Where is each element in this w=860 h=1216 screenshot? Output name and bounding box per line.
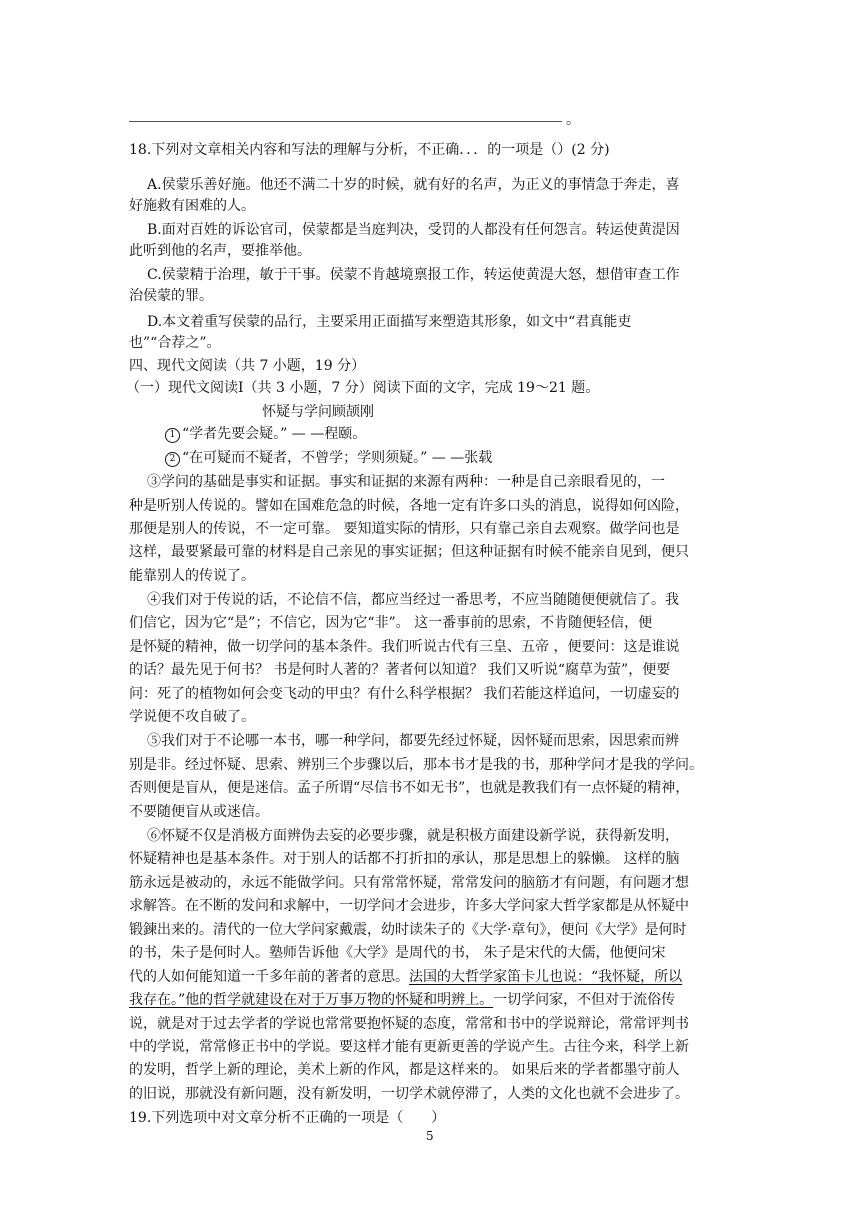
paragraph-3-line-1: ③学问的基础是事实和证据。事实和证据的来源有两种：一种是自己亲眼看见的，一 bbox=[147, 474, 665, 490]
paragraph-6-line-8 bbox=[129, 990, 675, 1010]
option-b-line-2: 此听到他的名声，要推举他。 bbox=[129, 243, 311, 259]
paragraph-6-line-10: 中的学说，常常修正书中的学说。要这样才能有更新更善的学说产生。古往今来，科学上新 bbox=[129, 1039, 689, 1055]
paragraph-6-line-3: 筋永远是被动的，永远不能做学问。只有常常怀疑，常常发问的脑筋才有问题，有问题才想 bbox=[129, 875, 689, 891]
option-a-line-2: 好施救有困难的人。 bbox=[129, 198, 255, 214]
paragraph-6-line-9: 说，就是对于过去学者的学说也常常要抱怀疑的态度，常常和书中的学说辩论，常常评判书 bbox=[129, 1016, 689, 1032]
paragraph-1-text: “学者先要会疑。” — —程颐。 bbox=[182, 426, 367, 442]
paragraph-5-line-3: 否则便是盲从，便是迷信。孟子所谓“尽信书不如无书”，也就是教我们有一点怀疑的精神， bbox=[129, 780, 690, 796]
answer-end-period: 。 bbox=[566, 112, 580, 128]
paragraph-6-line-11: 的发明，哲学上新的理论，美术上新的作风，都是这样来的。 如果后来的学者都墨守前人 bbox=[129, 1062, 680, 1078]
descartes-quote-underlined-1: 法国的大哲学家笛卡儿也说：“我怀疑，所以 bbox=[409, 969, 683, 985]
paragraph-2-text: “在可疑而不疑者，不曾学；学则须疑。” — —张载 bbox=[182, 450, 493, 466]
paragraph-4-line-6: 学说便不攻自破了。 bbox=[129, 709, 255, 725]
option-c-line-1: C.侯蒙精于治理，敏于干事。侯蒙不肯越境禀报工作，转运使黄湜大怒，想借审查工作 bbox=[147, 267, 680, 283]
paragraph-6-line-1: ⑥怀疑不仅是消极方面辨伪去妄的必要步骤，就是积极方面建设新学说，获得新发明， bbox=[147, 828, 679, 844]
paragraph-2-number: 2 bbox=[165, 452, 180, 467]
paragraph-6-line-12: 的旧说，那就没有新问题，没有新发明，一切学术就停滞了，人类的文化也就不会进步了。 bbox=[129, 1086, 689, 1102]
option-d-line-2: 也”“合荐之”。 bbox=[129, 335, 221, 351]
paragraph-6-line-5: 锻鍊出来的。清代的一位大学问家戴震，幼时读朱子的《大学·章句》，便问《大学》是何时 bbox=[129, 922, 687, 938]
paragraph-3-line-4: 这样，最要紧最可靠的材料是自己亲见的事实证据；但这种证据有时候不能亲自见到，便只 bbox=[129, 544, 689, 560]
paragraph-4-line-1: ④我们对于传说的话，不论信不信，都应当经过一番思考，不应当随随便便就信了。我 bbox=[147, 592, 679, 608]
paragraph-5-line-4: 不要随便盲从或迷信。 bbox=[129, 804, 269, 820]
paragraph-6-line-7-plain: 代的人如何能知道一千多年前的著者的意思。 bbox=[129, 969, 409, 985]
page-number: 5 bbox=[426, 1129, 434, 1143]
descartes-quote-underlined-2: 我存在。”他的哲学就建设在对于万事万物的怀疑和明辨上。 bbox=[129, 992, 494, 1008]
article-title: 怀疑与学问顾颉刚 bbox=[262, 404, 374, 420]
question-19-stem: 19.下列选项中对文章分析不正确的一项是（ ） bbox=[129, 1110, 446, 1126]
paragraph-5-line-2: 别是非。经过怀疑、思索、辨别三个步骤以后，那本书才是我的书，那种学问才是我的学问。 bbox=[129, 757, 703, 773]
paragraph-3-line-5: 能靠别人的传说了。 bbox=[129, 568, 255, 584]
option-a-line-1: A.侯蒙乐善好施。他还不满二十岁的时候，就有好的名声，为正义的事情急于奔走，喜 bbox=[147, 177, 680, 193]
subsection-1-heading: （一）现代文阅读Ⅰ（共 3 小题，7 分）阅读下面的文字，完成 19～21 题。 bbox=[126, 380, 600, 396]
paragraph-6-line-2: 怀疑精神也是基本条件。对于别人的话都不打折扣的承认，那是思想上的躲懒。 这样的脑 bbox=[129, 851, 680, 867]
section-4-heading: 四、现代文阅读（共 7 小题，19 分） bbox=[129, 358, 366, 374]
paragraph-6-line-4: 求解答。在不断的发问和求解中，一切学问才会进步，许多大学问家大哲学家都是从怀疑中 bbox=[129, 898, 689, 914]
paragraph-1-number: 1 bbox=[165, 428, 180, 443]
paragraph-4-line-4: 的话？最先见于何书？ 书是何时人著的？著者何以知道？ 我们又听说“腐草为萤”，便要 bbox=[129, 662, 671, 678]
paragraph-6-line-8-plain: 一切学问家，不但对于流俗传 bbox=[493, 992, 676, 1008]
paragraph-2 bbox=[165, 448, 492, 468]
paragraph-4-line-2: 们信它，因为它“是”；不信它，因为它“非”。 这一番事前的思索，不肯随便轻信，便 bbox=[129, 615, 653, 631]
answer-blank-line bbox=[129, 121, 562, 122]
paragraph-4-line-5: 问：死了的植物如何会变飞动的甲虫？有什么科学根据？ 我们若能这样追问，一切虚妄的 bbox=[129, 686, 680, 702]
paragraph-3-line-2: 种是听别人传说的。譬如在国难危急的时候，各地一定有许多口头的消息，说得如何凶险， bbox=[129, 498, 689, 514]
paragraph-6-line-6: 的书，朱子是何时人。塾师告诉他《大学》是周代的书， 朱子是宋代的大儒，他便问宋 bbox=[129, 945, 666, 961]
option-d-line-1: D.本文着重写侯蒙的品行，主要采用正面描写来塑造其形象，如文中“君真能吏 bbox=[147, 314, 632, 330]
question-18-stem: 18.下列对文章相关内容和写法的理解与分析，不正确．．．的一项是（）(2 分) bbox=[129, 142, 610, 158]
option-c-line-2: 治侯蒙的罪。 bbox=[129, 288, 213, 304]
option-b-line-1: B.面对百姓的诉讼官司，侯蒙都是当庭判决，受罚的人都没有任何怨言。转运使黄湜因 bbox=[147, 222, 680, 238]
paragraph-1 bbox=[165, 424, 366, 444]
paragraph-5-line-1: ⑤我们对于不论哪一本书，哪一种学问，都要先经过怀疑，因怀疑而思索，因思索而辨 bbox=[147, 733, 679, 749]
paragraph-3-line-3: 那便是别人的传说，不一定可靠。 要知道实际的情形，只有靠己亲自去观察。做学问也是 bbox=[129, 521, 680, 537]
paragraph-6-line-7 bbox=[129, 967, 682, 987]
paragraph-4-line-3: 是怀疑的精神，做一切学问的基本条件。我们听说古代有三皇、五帝 ，便要问：这是谁说 bbox=[129, 639, 680, 655]
